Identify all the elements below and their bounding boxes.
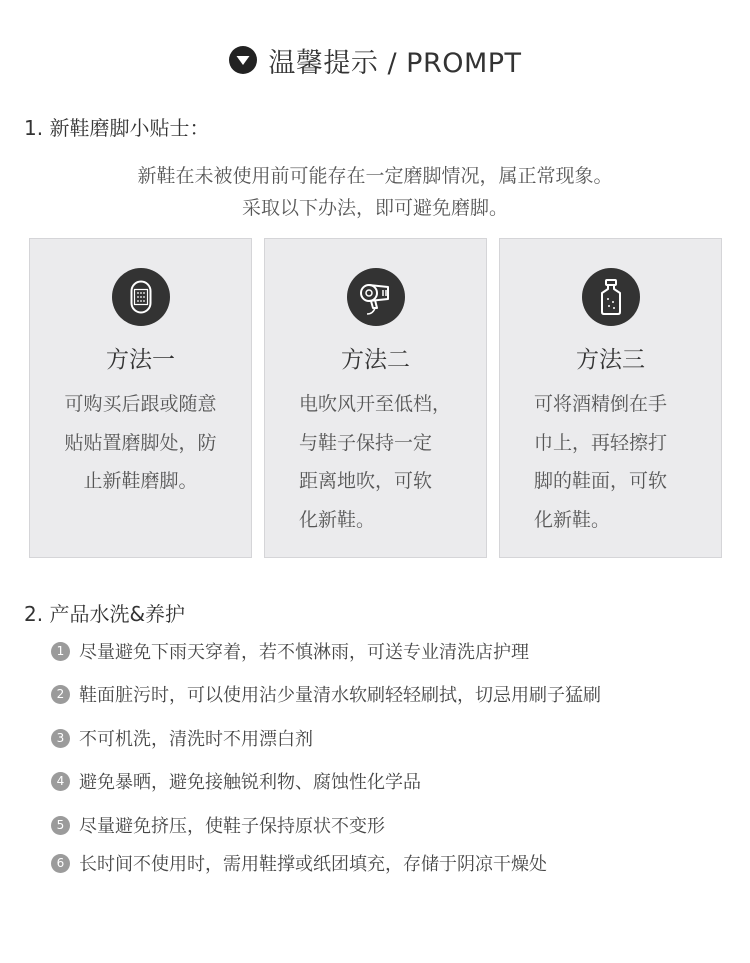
section-title-new-shoe-tips: 1. 新鞋磨脚小贴士：	[24, 116, 210, 140]
method-cards	[29, 238, 724, 560]
method-card-body	[299, 385, 451, 539]
list-item	[51, 810, 385, 840]
method-card-line: 电吹风开至低档，	[299, 393, 452, 415]
method-card-title: 方法三	[576, 347, 645, 373]
number-badge: 6	[51, 854, 70, 873]
number-badge: 4	[51, 772, 70, 791]
method-card-line: 可将酒精倒在手	[534, 393, 668, 415]
method-card-1	[29, 238, 252, 558]
number-badge: 1	[51, 642, 70, 661]
section-title-wash-care: 2. 产品水洗&养护	[24, 602, 186, 626]
list-item	[51, 766, 421, 796]
method-card-body	[534, 385, 667, 539]
bandage-icon	[112, 268, 170, 326]
number-badge: 2	[51, 685, 70, 704]
care-text: 长时间不使用时，需用鞋撑或纸团填充，存储于阴凉干燥处	[79, 854, 547, 875]
method-card-line: 与鞋子保持一定	[299, 431, 433, 454]
page-header	[0, 38, 750, 82]
method-card-3	[499, 238, 722, 558]
method-card-body	[30, 385, 251, 501]
method-card-line: 脚的鞋面，可软	[534, 470, 668, 492]
method-card-line: 化新鞋。	[299, 508, 376, 531]
intro-line: 新鞋在未被使用前可能存在一定磨脚情况，属正常现象。	[137, 165, 613, 187]
method-card-2	[264, 238, 487, 558]
page-title: 温馨提示 / PROMPT	[268, 47, 522, 79]
care-text: 不可机洗，清洗时不用漂白剂	[79, 729, 313, 750]
care-text: 尽量避免挤压，使鞋子保持原状不变形	[79, 816, 385, 837]
hair-dryer-icon	[347, 268, 405, 326]
method-card-line: 距离地吹，可软	[299, 470, 433, 492]
list-item	[51, 723, 313, 753]
alcohol-bottle-icon	[582, 268, 640, 326]
method-card-line: 巾上，再轻擦打	[534, 431, 668, 454]
method-card-line: 化新鞋。	[534, 508, 611, 531]
down-triangle-circle-icon	[228, 45, 258, 75]
method-card-line: 贴贴置磨脚处，防	[64, 431, 217, 454]
number-badge: 3	[51, 729, 70, 748]
list-item	[51, 636, 529, 666]
care-text: 鞋面脏污时，可以使用沾少量清水软刷轻轻刷拭，切忌用刷子猛刷	[79, 685, 601, 706]
care-text: 尽量避免下雨天穿着，若不慎淋雨，可送专业清洗店护理	[79, 642, 529, 663]
method-card-title: 方法一	[106, 347, 175, 373]
number-badge: 5	[51, 816, 70, 835]
method-card-line: 止新鞋磨脚。	[83, 470, 198, 492]
intro-text	[0, 160, 750, 224]
method-card-title: 方法二	[341, 347, 410, 373]
care-text: 避免暴晒，避免接触锐利物、腐蚀性化学品	[79, 772, 421, 793]
list-item	[51, 848, 547, 878]
list-item	[51, 679, 601, 709]
intro-line: 采取以下办法，即可避免磨脚。	[241, 197, 508, 219]
method-card-line: 可购买后跟或随意	[64, 393, 217, 415]
